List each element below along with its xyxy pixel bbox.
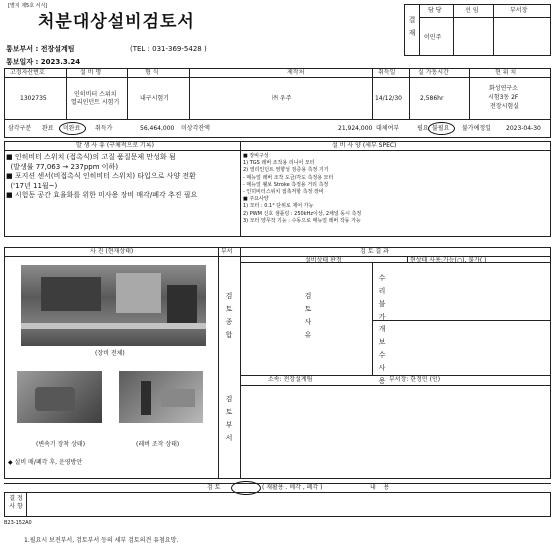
choice-needed: 필요	[417, 125, 429, 132]
repair-impossible-label: 수 리 불 가	[378, 274, 386, 321]
book-value: 21,924,000	[338, 125, 373, 132]
planned-date: 2023-04-30	[506, 125, 541, 132]
lever-photo	[119, 371, 203, 423]
depreciation-incomplete: 미완료	[63, 125, 81, 132]
footnote: 1.필요시 보전부서, 검토부서 등의 세부 검토의견 유첨요망.	[24, 537, 179, 544]
location-2: 시험3동 2F	[488, 94, 519, 101]
status-value: 현상태 사용:가능(○), 불가( )	[410, 257, 487, 264]
equipment-type: 내구시험기	[140, 95, 169, 102]
choice-not-needed: 불필요	[432, 125, 450, 132]
doc-code: B23-152A0	[4, 520, 32, 526]
col-asset-no: 고정자산번호	[10, 69, 45, 76]
planned-label: 불가예정일	[462, 125, 491, 132]
review-reason-label: 검 토 사 유	[304, 292, 312, 339]
equipment-name-2: 열리인던트 시험기	[71, 99, 120, 106]
approval-signature: 이민주	[424, 34, 442, 41]
photo-caption-transmission: (변속기 장착 상태)	[36, 441, 86, 448]
reason-line: ■ 인히비터 스위치 (접촉식)의 고질 품질문제 만성화 됨	[6, 153, 176, 161]
col-location: 현 위 치	[495, 69, 517, 76]
photo-caption-lever: (레버 조작 상태)	[136, 441, 180, 448]
form-number: [별지 제5호 서식]	[8, 3, 48, 9]
spec-list	[243, 153, 549, 225]
photo-caption-main: (장비 전체)	[95, 350, 125, 357]
approval-col-head: 부서장	[510, 7, 528, 14]
book-value-label: 미상각잔액	[181, 125, 210, 132]
spec-line: 2) PWM 신호 샘플링 : 250kHz이상, 2채널 동시 측정	[243, 210, 362, 217]
status-label: 설비상태 판정	[305, 257, 342, 264]
acq-date: 14/12/30	[375, 95, 402, 102]
spec-line: ■ 장비구성	[243, 153, 269, 159]
location-1: 화성연구소	[489, 85, 518, 92]
review-dept: 소속: 전장설계팀	[268, 376, 313, 383]
col-hours: 실 가동시간	[418, 69, 449, 76]
spec-line: - 인히비터스위치 접촉저항 측정 장비	[243, 189, 324, 196]
report-tel: (TEL : 031-369-5428 )	[130, 45, 207, 53]
col-type: 형 식	[145, 69, 159, 76]
col-equipment-name: 설 비 명	[80, 69, 102, 76]
spec-line: 1) TGS 레버 조작용 리니어 모터	[243, 160, 315, 167]
maker: ㈜ 우주	[272, 95, 292, 102]
spec-line: 3) 모터 양무작 기능 : 수동으로 매뉴얼 레버 작동 가능	[243, 217, 361, 224]
equipment-photo-main	[21, 265, 206, 346]
page-title: 처분대상설비검토서	[38, 12, 195, 32]
approval-col-staff: 담 당	[428, 7, 442, 14]
photo-header: 사 진 (현재상태)	[90, 248, 134, 255]
spec-line: - 매뉴얼 레버 조작 도금/각도 측정용 모터	[243, 174, 334, 181]
col-acq-date: 취득일	[378, 69, 396, 76]
reason-line: ■ 시험동 공간 효율화를 위한 미사용 장비 매각/폐각 추진 필요	[6, 191, 198, 199]
depreciation-label: 삼각구분	[8, 125, 32, 132]
review-summary-label: 검 토 종 합	[225, 292, 233, 339]
acq-cost-label: 취득가	[95, 125, 113, 132]
review-dept-label: 검 토 부 서	[225, 395, 233, 442]
report-date: 통보일자 : 2023.3.24	[6, 58, 81, 66]
review-header: 검 토 결 과	[360, 248, 389, 255]
location-3: 전장시험실	[490, 103, 519, 110]
spec-line: ■ 주요사양	[243, 196, 269, 203]
reason-line: ('17년 11월~)	[6, 181, 58, 190]
spec-line: - 매뉴얼 웰보 Stroke 측정용 거리 측정	[243, 181, 329, 188]
spec-line: 2) 열리인던트 영향성 검증용 측정 기기	[243, 167, 329, 174]
decision-label: 결 정 사 항	[9, 495, 23, 510]
final-review-options: ( 재활용 . 매각 , 폐각 )	[262, 484, 323, 491]
transmission-photo	[17, 371, 102, 423]
report-dept: 통보부서 : 전장설계팀	[6, 45, 75, 53]
spec-line: 1) 모터 : 0.1° 단위로 제어 가능	[243, 203, 314, 210]
replacement-label: 대체여부	[376, 125, 400, 132]
equipment-name-1: 인히비터 스위치	[74, 91, 117, 98]
spec-header: 설 비 사 양 (세부 SPEC)	[332, 142, 397, 149]
review-dept-head: 부서장: 한정민 (인)	[389, 376, 441, 383]
final-review-label: 검 토	[207, 484, 221, 491]
operation-plan-note: ◆ 설비 매/폐각 후, 운영방안	[8, 459, 83, 466]
dept-header: 부서	[221, 248, 233, 255]
decision-box	[4, 492, 551, 517]
asset-no: 1302735	[20, 95, 47, 102]
reason-line: (발생률 77,063 → 237ppm 이하)	[6, 162, 119, 171]
reason-line: ■ 포지션 센서(비접촉식 인히비터 스위치) 타입으로 사양 전환	[6, 172, 196, 180]
acq-cost: 56,464,000	[140, 125, 175, 132]
refurbish-use-label: 개 보 수 사 용	[378, 325, 386, 385]
depreciation-complete: 완료	[42, 125, 54, 132]
reason-header: 발 생 사 유 (구체적으로 기록)	[76, 142, 154, 149]
col-maker: 제작처	[287, 69, 305, 76]
approval-label: 결재	[408, 16, 416, 37]
reason-list	[6, 153, 238, 201]
final-review-suffix: 내 용	[370, 484, 390, 491]
approval-col-senior: 선 임	[465, 7, 479, 14]
operating-hours: 2,586hr	[420, 95, 444, 102]
